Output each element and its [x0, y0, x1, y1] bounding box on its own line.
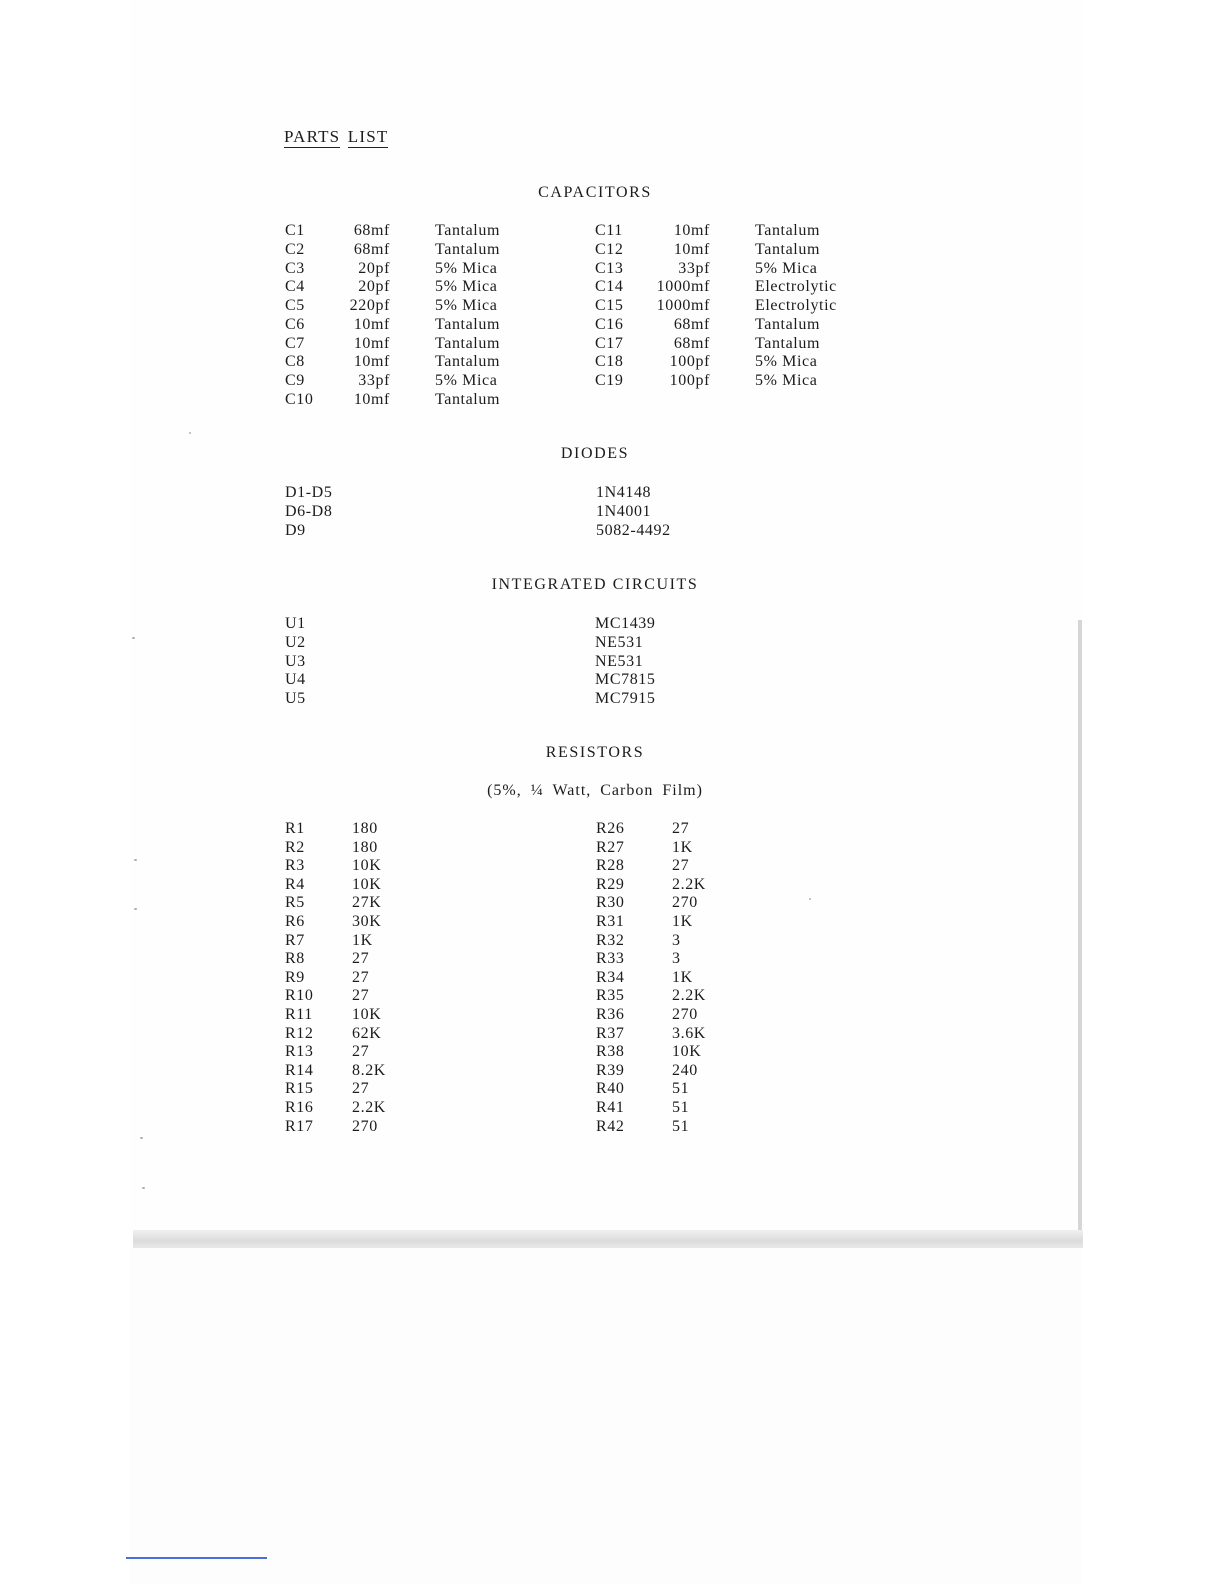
- part-value: 220pf: [349, 297, 390, 314]
- part-value: 8.2K: [352, 1061, 386, 1079]
- page-title: [284, 127, 388, 148]
- part-ref: C18: [595, 353, 624, 371]
- scan-speck: [140, 1137, 143, 1139]
- part-ref: R15: [285, 1080, 314, 1098]
- scan-speck: [142, 1187, 145, 1189]
- part-ref: C13: [595, 259, 624, 277]
- part-value: 27: [352, 968, 370, 986]
- title-word-list: LIST: [347, 127, 389, 146]
- part-value: 10mf: [353, 334, 390, 352]
- part-value: 33pf: [358, 372, 390, 389]
- margin-rule: [126, 1557, 267, 1559]
- part-type: Tantalum: [755, 334, 820, 352]
- part-number: NE531: [595, 652, 644, 670]
- page-lower-margin: [130, 1248, 1082, 1584]
- part-type: 5% Mica: [755, 259, 818, 277]
- part-value: 10mf: [673, 240, 710, 258]
- scan-speck: [809, 898, 811, 900]
- part-type: Electrolytic: [755, 297, 837, 314]
- part-ref: R28: [596, 857, 625, 875]
- part-value: 27K: [352, 894, 382, 912]
- part-ref: R9: [285, 968, 305, 986]
- part-ref: R7: [285, 931, 305, 949]
- part-ref: R5: [285, 894, 305, 912]
- part-value: 1K: [672, 838, 693, 856]
- part-ref: U1: [285, 615, 306, 632]
- part-value: 33pf: [678, 259, 710, 277]
- part-ref: R16: [285, 1099, 314, 1116]
- part-value: 51: [672, 1117, 690, 1135]
- part-ref: R34: [596, 968, 625, 986]
- part-ref: C10: [285, 390, 314, 408]
- part-type: 5% Mica: [435, 259, 498, 277]
- part-value: 10K: [352, 857, 382, 875]
- part-ref: R33: [596, 950, 625, 968]
- scan-speck: [132, 637, 135, 639]
- part-value: 10mf: [353, 315, 390, 333]
- part-ref: C9: [285, 372, 305, 389]
- part-value: 180: [352, 820, 378, 837]
- part-ref: C1: [285, 222, 305, 239]
- part-ref: C14: [595, 278, 624, 296]
- part-number: 1N4001: [596, 502, 652, 520]
- part-type: 5% Mica: [435, 278, 498, 296]
- part-value: 10K: [352, 1006, 382, 1023]
- capacitors-heading: CAPACITORS: [538, 184, 652, 201]
- resistors-heading: RESISTORS: [545, 744, 645, 761]
- part-ref: R14: [285, 1061, 314, 1079]
- integrated-circuits-heading: INTEGRATED CIRCUITS: [491, 576, 699, 593]
- part-value: 68mf: [673, 334, 710, 352]
- part-value: 51: [672, 1080, 690, 1098]
- part-ref: R17: [285, 1117, 314, 1135]
- part-ref: R2: [285, 838, 305, 856]
- part-value: 20pf: [358, 278, 390, 296]
- part-type: Tantalum: [435, 334, 500, 352]
- part-type: Tantalum: [755, 240, 820, 258]
- part-ref: R11: [285, 1006, 313, 1023]
- part-value: 68mf: [353, 222, 390, 239]
- part-value: 27: [672, 857, 690, 875]
- part-value: 62K: [352, 1024, 382, 1042]
- part-number: MC7815: [595, 671, 656, 689]
- part-value: 68mf: [353, 240, 390, 258]
- part-type: Electrolytic: [755, 278, 837, 296]
- part-value: 10K: [352, 875, 382, 893]
- part-value: 1K: [672, 968, 693, 986]
- part-type: 5% Mica: [755, 372, 818, 389]
- part-value: 27: [352, 950, 370, 968]
- part-ref: R41: [596, 1099, 625, 1116]
- part-value: 68mf: [673, 315, 710, 333]
- scan-speck: [134, 859, 137, 861]
- part-value: 100pf: [669, 353, 710, 371]
- part-ref: R30: [596, 894, 625, 912]
- part-value: 240: [672, 1061, 698, 1079]
- part-type: Tantalum: [435, 240, 500, 258]
- part-value: 2.2K: [352, 1099, 386, 1116]
- part-value: 1K: [672, 913, 693, 930]
- part-type: 5% Mica: [435, 297, 498, 314]
- part-value: 27: [352, 1043, 370, 1061]
- part-value: 27: [352, 1080, 370, 1098]
- part-value: 100pf: [669, 372, 710, 389]
- part-type: Tantalum: [435, 390, 500, 408]
- diodes-heading: DIODES: [560, 445, 630, 462]
- part-type: Tantalum: [435, 353, 500, 371]
- part-ref: R12: [285, 1024, 314, 1042]
- part-ref: C5: [285, 297, 305, 314]
- part-ref: C2: [285, 240, 305, 258]
- scan-bottom-band: [133, 1230, 1083, 1248]
- part-ref: R35: [596, 987, 625, 1005]
- part-ref: R39: [596, 1061, 625, 1079]
- part-type: Tantalum: [435, 315, 500, 333]
- part-ref: D1-D5: [285, 484, 333, 501]
- part-value: 27: [672, 820, 690, 837]
- part-ref: R13: [285, 1043, 314, 1061]
- part-value: 3: [672, 950, 681, 968]
- part-ref: R4: [285, 875, 305, 893]
- scan-edge-shadow: [1078, 620, 1082, 1246]
- part-value: 20pf: [358, 259, 390, 277]
- part-value: 270: [672, 894, 698, 912]
- part-number: NE531: [595, 633, 644, 651]
- part-ref: R6: [285, 913, 305, 930]
- part-ref: C11: [595, 222, 623, 239]
- part-ref: C4: [285, 278, 305, 296]
- part-ref: C8: [285, 353, 305, 371]
- part-ref: D9: [285, 521, 306, 539]
- part-ref: R27: [596, 838, 625, 856]
- part-ref: D6-D8: [285, 502, 333, 520]
- part-value: 3: [672, 931, 681, 949]
- part-ref: U3: [285, 652, 306, 670]
- part-value: 27: [352, 987, 370, 1005]
- part-ref: C3: [285, 259, 305, 277]
- part-ref: R3: [285, 857, 305, 875]
- part-number: MC1439: [595, 615, 656, 632]
- part-ref: C19: [595, 372, 624, 389]
- scan-speck: [189, 432, 191, 434]
- part-value: 270: [352, 1117, 378, 1135]
- part-ref: C15: [595, 297, 624, 314]
- scan-speck: [134, 908, 137, 910]
- part-value: 30K: [352, 913, 382, 930]
- part-ref: C7: [285, 334, 305, 352]
- part-ref: R38: [596, 1043, 625, 1061]
- part-ref: C6: [285, 315, 305, 333]
- part-ref: R36: [596, 1006, 625, 1023]
- part-value: 1K: [352, 931, 373, 949]
- part-ref: R31: [596, 913, 625, 930]
- part-value: 10mf: [673, 222, 710, 239]
- title-word-parts: PARTS: [284, 127, 341, 146]
- part-value: 10mf: [353, 353, 390, 371]
- part-value: 180: [352, 838, 378, 856]
- part-ref: R37: [596, 1024, 625, 1042]
- part-value: 10mf: [353, 390, 390, 408]
- part-ref: U4: [285, 671, 306, 689]
- part-type: Tantalum: [755, 222, 820, 239]
- part-value: 2.2K: [672, 987, 706, 1005]
- part-ref: R42: [596, 1117, 625, 1135]
- part-ref: R40: [596, 1080, 625, 1098]
- part-value: 1000mf: [656, 278, 710, 296]
- part-number: 1N4148: [596, 484, 652, 501]
- part-number: MC7915: [595, 690, 656, 707]
- part-value: 10K: [672, 1043, 702, 1061]
- part-ref: R29: [596, 875, 625, 893]
- part-ref: R10: [285, 987, 314, 1005]
- part-ref: R8: [285, 950, 305, 968]
- part-ref: U5: [285, 690, 306, 707]
- part-value: 1000mf: [656, 297, 710, 314]
- resistors-spec-note: (5%, ¼ Watt, Carbon Film): [487, 782, 703, 799]
- part-ref: C16: [595, 315, 624, 333]
- part-value: 3.6K: [672, 1024, 706, 1042]
- part-ref: C12: [595, 240, 624, 258]
- part-ref: C17: [595, 334, 624, 352]
- part-ref: U2: [285, 633, 306, 651]
- part-type: 5% Mica: [755, 353, 818, 371]
- part-number: 5082-4492: [596, 521, 671, 539]
- part-value: 270: [672, 1006, 698, 1023]
- part-ref: R1: [285, 820, 305, 837]
- part-type: 5% Mica: [435, 372, 498, 389]
- part-value: 2.2K: [672, 875, 706, 893]
- part-value: 51: [672, 1099, 690, 1116]
- part-type: Tantalum: [435, 222, 500, 239]
- part-ref: R26: [596, 820, 625, 837]
- part-ref: R32: [596, 931, 625, 949]
- part-type: Tantalum: [755, 315, 820, 333]
